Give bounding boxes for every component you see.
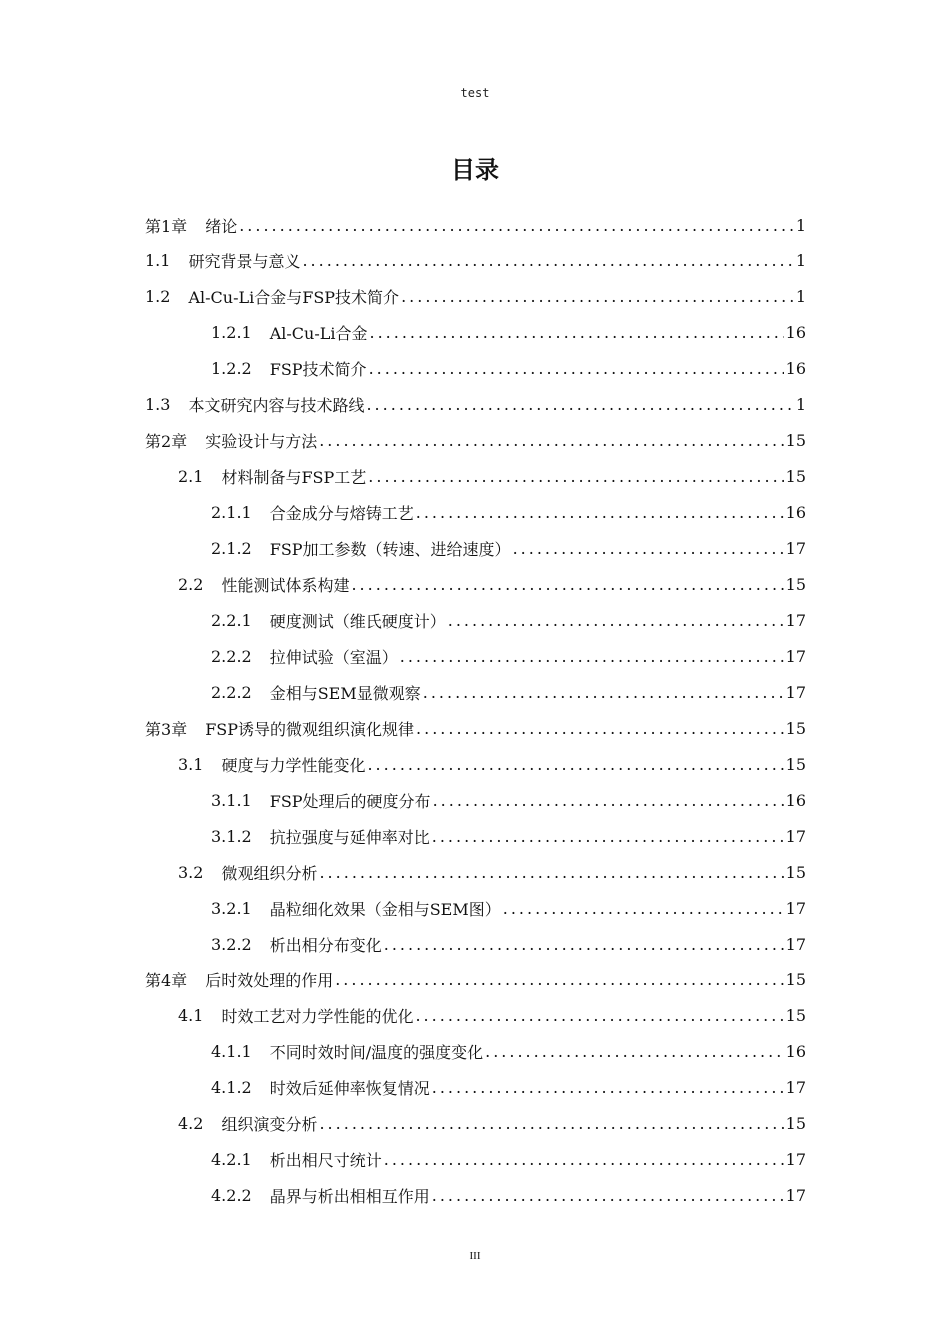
- toc-entry-label: 析出相尺寸统计: [269, 1151, 382, 1171]
- toc-entry-page: 1: [795, 395, 806, 415]
- toc-title: 目录: [451, 156, 499, 184]
- toc-entry[interactable]: [145, 423, 806, 459]
- toc-entry-number: 2.1.2: [211, 539, 252, 559]
- dot-leader: [432, 827, 784, 846]
- toc-entry-label: 时效工艺对力学性能的优化: [221, 1007, 414, 1027]
- toc-entry-page: 15: [785, 467, 806, 487]
- toc-entry[interactable]: [211, 890, 806, 926]
- dot-leader: [366, 395, 793, 414]
- toc-entry-page: 15: [785, 718, 806, 738]
- dot-leader: [485, 1042, 784, 1061]
- toc-entry-number: 4.2.2: [211, 1186, 252, 1206]
- toc-entry-number: 1.1: [145, 251, 171, 271]
- toc-entry[interactable]: [178, 567, 806, 603]
- toc-entry[interactable]: [211, 531, 806, 567]
- toc-entry-label: 微观组织分析: [221, 863, 318, 883]
- toc-entry-label: 晶粒细化效果（金相与SEM图）: [269, 899, 501, 919]
- toc-entry-number: 4.2.1: [211, 1150, 252, 1170]
- toc-entry[interactable]: [145, 962, 806, 998]
- toc-entry[interactable]: [211, 495, 806, 531]
- toc-entry-number: 2.2: [178, 575, 204, 594]
- dot-leader: [416, 503, 784, 522]
- dot-leader: [415, 1006, 783, 1025]
- toc-entry-label: 晶界与析出相相互作用: [269, 1187, 430, 1207]
- toc-entry-page: 16: [785, 323, 806, 343]
- dot-leader: [351, 575, 783, 594]
- toc-entry-label: 组织演变分析: [221, 1115, 318, 1135]
- toc-entry[interactable]: [211, 782, 806, 818]
- toc-entry[interactable]: [211, 602, 806, 638]
- dot-leader: [503, 899, 784, 918]
- toc-entry-label: 时效后延伸率恢复情况: [269, 1079, 430, 1099]
- toc-entry-number: 2.2.1: [211, 610, 252, 630]
- dot-leader: [369, 359, 784, 378]
- toc-entry-page: 16: [785, 359, 806, 379]
- dot-leader: [368, 467, 783, 486]
- dot-leader: [513, 539, 784, 558]
- toc-entry-number: 1.3: [145, 395, 171, 415]
- toc-entry[interactable]: [178, 1106, 806, 1142]
- toc-entry[interactable]: [145, 279, 806, 315]
- toc-entry-label: 后时效处理的作用: [205, 971, 334, 991]
- toc-entry-number: 2.2.2: [211, 682, 252, 702]
- toc-entry-number: 第4章: [145, 971, 188, 991]
- dot-leader: [335, 970, 783, 989]
- toc-entry-page: 17: [785, 646, 806, 666]
- dot-leader: [384, 1150, 784, 1169]
- toc-entry-label: 绪论: [205, 216, 238, 236]
- toc-entry[interactable]: [211, 1070, 806, 1106]
- toc-entry-label: 不同时效时间/温度的强度变化: [269, 1043, 484, 1063]
- toc-entry-page: 15: [785, 862, 806, 882]
- toc-entry-page: 1: [795, 251, 806, 271]
- toc-entry[interactable]: [211, 1034, 806, 1070]
- toc-entry[interactable]: [178, 854, 806, 890]
- toc-entry[interactable]: [211, 674, 806, 710]
- toc-entry[interactable]: [178, 746, 806, 782]
- dot-leader: [416, 719, 784, 738]
- toc-entry-page: 17: [785, 934, 806, 954]
- toc-entry[interactable]: [145, 207, 806, 243]
- dot-leader: [319, 863, 783, 882]
- toc-entry-number: 第2章: [145, 432, 188, 452]
- toc-entry-label: 硬度测试（维氏硬度计）: [269, 611, 446, 631]
- toc-entry-number: 1.2.2: [211, 359, 252, 379]
- toc-entry[interactable]: [211, 1178, 806, 1214]
- toc-entry-page: 17: [785, 1150, 806, 1170]
- toc-entry[interactable]: [211, 926, 806, 962]
- toc-entry[interactable]: [178, 459, 806, 495]
- toc-entry[interactable]: [211, 818, 806, 854]
- toc-entry-page: 16: [785, 790, 806, 810]
- toc-entry-number: 3.2: [178, 862, 204, 882]
- dot-leader: [370, 323, 784, 342]
- toc-entry-label: 研究背景与意义: [188, 252, 301, 272]
- toc-entry-label: FSP技术简介: [269, 360, 367, 380]
- toc-entry-number: 2.1: [178, 467, 204, 487]
- toc-entry-number: 3.2.1: [211, 898, 252, 918]
- toc-entry-page: 15: [785, 754, 806, 774]
- toc-entry-page: 15: [785, 970, 806, 990]
- dot-leader: [423, 683, 784, 702]
- dot-leader: [239, 216, 794, 235]
- dot-leader: [432, 1186, 784, 1205]
- toc-entry-number: 4.2: [178, 1114, 204, 1134]
- toc-entry-label: 析出相分布变化: [269, 935, 382, 955]
- dot-leader: [401, 287, 794, 306]
- toc-entry[interactable]: [145, 710, 806, 746]
- toc-entry-label: Al-Cu-Li合金与FSP技术简介: [188, 288, 400, 308]
- toc-entry[interactable]: [145, 387, 806, 423]
- dot-leader: [400, 647, 784, 666]
- toc-entry-number: 2.2.2: [211, 646, 252, 666]
- toc-entry-page: 17: [785, 539, 806, 559]
- dot-leader: [433, 791, 784, 810]
- dot-leader: [302, 251, 793, 270]
- toc-entry[interactable]: [211, 638, 806, 674]
- dot-leader: [384, 935, 784, 954]
- toc-entry-page: 16: [785, 1042, 806, 1062]
- toc-entry-page: 1: [795, 287, 806, 307]
- toc-entry-number: 4.1.2: [211, 1078, 252, 1098]
- toc-entry-label: FSP处理后的硬度分布: [269, 791, 431, 811]
- toc-entry-page: 17: [785, 826, 806, 846]
- toc-entry-label: FSP诱导的微观组织演化规律: [205, 719, 415, 739]
- toc-entry-label: 材料制备与FSP工艺: [221, 468, 367, 488]
- toc-entry-page: 15: [785, 575, 806, 594]
- toc-entry-label: 拉伸试验（室温）: [269, 647, 398, 667]
- toc-entry-number: 1.2: [145, 287, 171, 307]
- toc-entry-number: 3.1.2: [211, 826, 252, 846]
- dot-leader: [319, 1114, 783, 1133]
- dot-leader: [432, 1078, 784, 1097]
- toc-entry-number: 4.1.1: [211, 1042, 252, 1062]
- toc-entry-label: 合金成分与熔铸工艺: [269, 504, 414, 524]
- toc-entry-label: 性能测试体系构建: [221, 576, 350, 595]
- toc-entry-page: 15: [785, 1114, 806, 1134]
- toc-entry-number: 4.1: [178, 1006, 204, 1026]
- page-number: III: [469, 1250, 481, 1262]
- toc-entry-page: 15: [785, 1006, 806, 1026]
- dot-leader: [367, 755, 783, 774]
- toc-entry-number: 3.2.2: [211, 934, 252, 954]
- toc-entry[interactable]: [211, 315, 806, 351]
- toc-entry[interactable]: [211, 351, 806, 387]
- dot-leader: [319, 431, 783, 450]
- toc-entry-number: 2.1.1: [211, 503, 252, 523]
- toc-entry-number: 3.1: [178, 754, 204, 774]
- toc-entry-label: FSP加工参数（转速、进给速度）: [269, 540, 511, 560]
- toc-entry-number: 1.2.1: [211, 323, 252, 343]
- toc-entry-number: 第3章: [145, 719, 188, 739]
- toc-entry-label: 实验设计与方法: [205, 432, 318, 452]
- toc-entry-page: 17: [785, 610, 806, 630]
- toc-entry[interactable]: [145, 243, 806, 279]
- toc-entry-page: 16: [785, 503, 806, 523]
- dot-leader: [448, 611, 784, 630]
- toc-entry[interactable]: [178, 998, 806, 1034]
- toc-entry-page: 17: [785, 898, 806, 918]
- toc-entry-page: 17: [785, 682, 806, 702]
- toc-entry-label: 金相与SEM显微观察: [269, 683, 421, 703]
- toc-entry-label: Al-Cu-Li合金: [269, 324, 368, 344]
- toc-entry-number: 第1章: [145, 216, 188, 236]
- toc-entry-page: 15: [785, 431, 806, 451]
- toc-entry[interactable]: [211, 1142, 806, 1178]
- toc-entry-label: 抗拉强度与延伸率对比: [269, 827, 430, 847]
- toc-entry-page: 17: [785, 1186, 806, 1206]
- toc-entry-page: 17: [785, 1078, 806, 1098]
- toc-entry-page: 1: [795, 215, 806, 235]
- page-header: test: [460, 86, 490, 100]
- toc-entry-label: 硬度与力学性能变化: [221, 755, 366, 775]
- toc-entry-number: 3.1.1: [211, 790, 252, 810]
- toc-entry-label: 本文研究内容与技术路线: [188, 396, 365, 416]
